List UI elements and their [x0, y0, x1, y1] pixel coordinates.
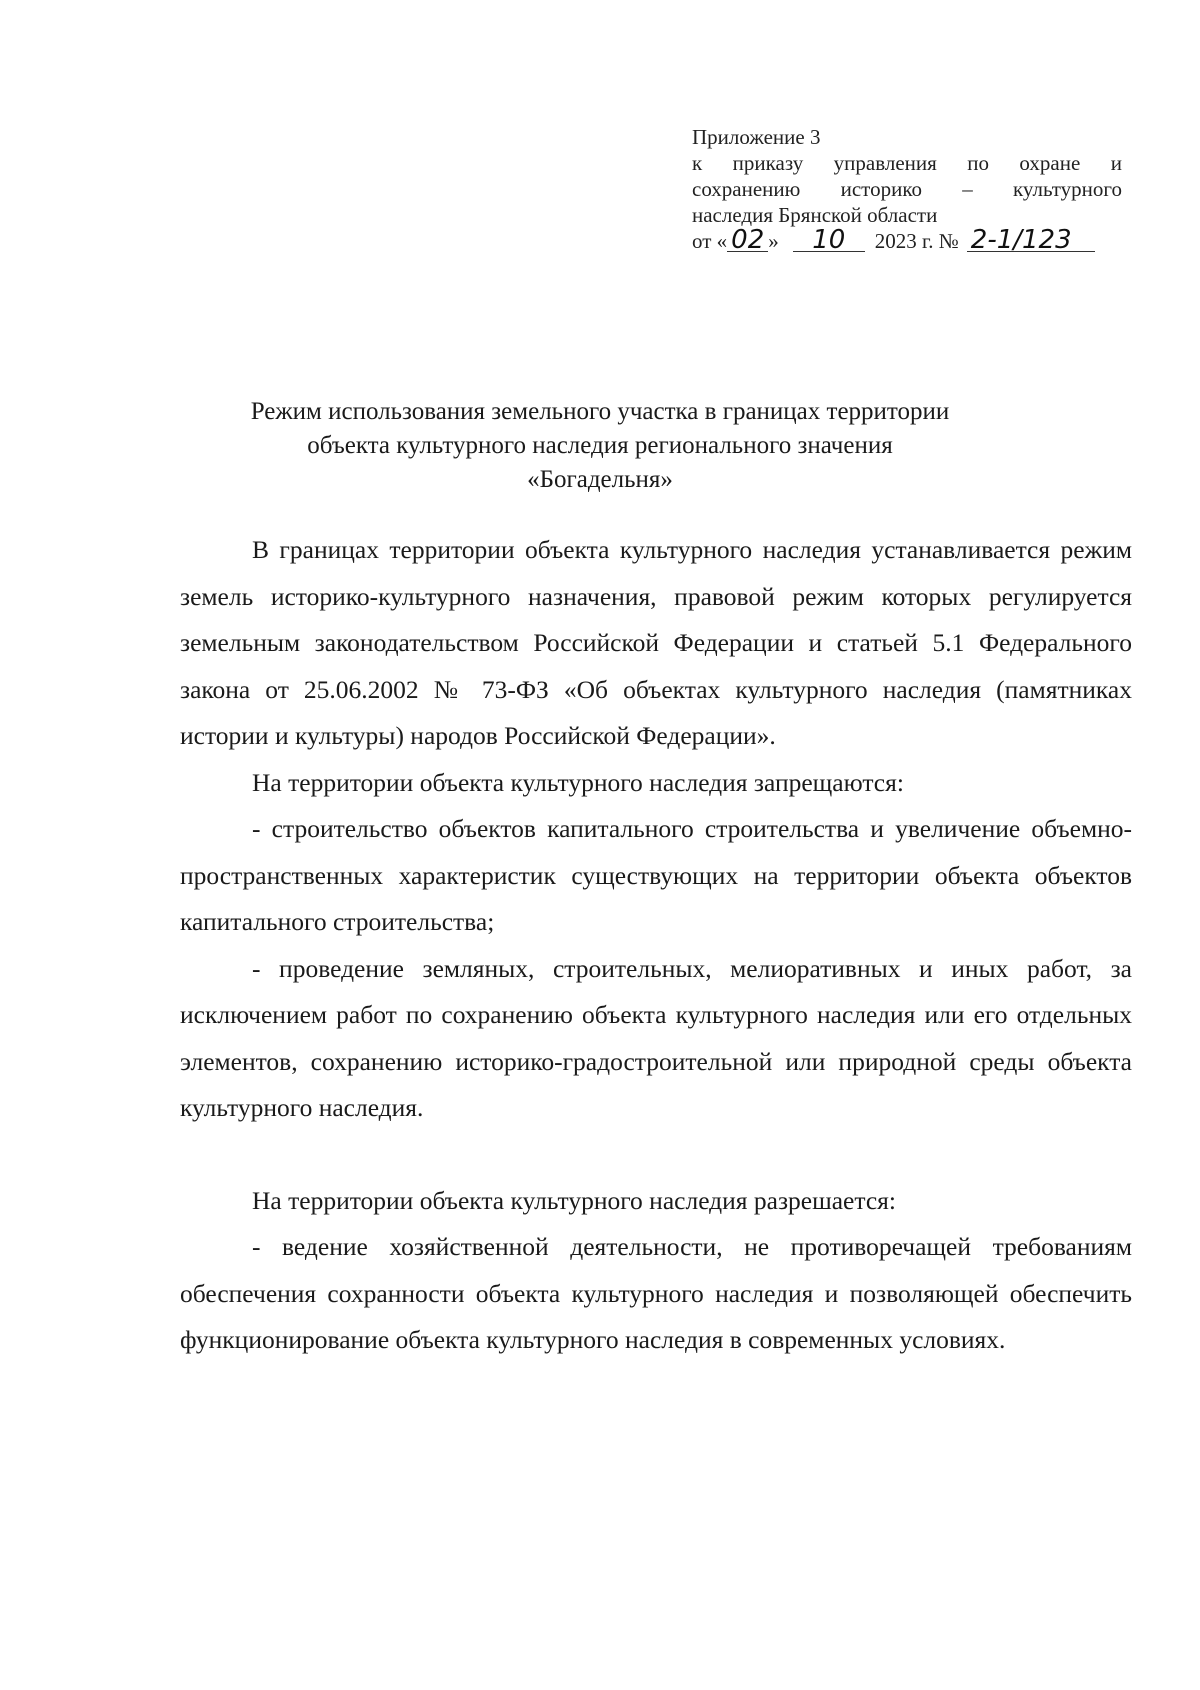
year-and-number-label: 2023 г. №: [874, 229, 959, 253]
order-date-line: [692, 225, 1122, 255]
paragraph-permitted-activity: - ведение хозяйственной деятельности, не противоречащей требованиям обеспечения сохранности объекта культурного наследия и позволяющей обеспечить функционирование объекта культурного наследия в современных условиях.: [180, 1232, 1132, 1354]
handwritten-month: 10: [793, 229, 865, 252]
paragraph-spacer: [180, 1132, 1132, 1178]
appendix-number: Приложение 3: [692, 125, 821, 149]
paragraph-permitted-heading: На территории объекта культурного наследия разрешается:: [252, 1185, 896, 1215]
handwritten-day: 02: [727, 229, 768, 252]
paragraph-prohibited-construction: - строительство объектов капитального строительства и увеличение объемно-пространственных характеристик существующих на территории объекта объектов капитального строительства;: [180, 814, 1132, 936]
title-line-3: «Богадельня»: [527, 466, 673, 493]
date-prefix: от «: [692, 229, 728, 253]
document-title: [160, 395, 1040, 497]
appendix-order-ref: к приказу управления по охране и: [692, 151, 1122, 175]
appendix-header: [692, 124, 1122, 254]
paragraph-prohibited-works: - проведение земляных, строительных, мелиоративных и иных работ, за исключением работ по сохранению объекта культурного наследия или его отдельных элементов, сохранению историко-градостроительной или природной среды объекта культурного наследия.: [180, 953, 1132, 1122]
appendix-order-ref-cont: сохранению историко – культурного: [692, 177, 1122, 201]
paragraph-prohibited-heading: На территории объекта культурного наследия запрещаются:: [252, 767, 904, 797]
date-mid: »: [768, 229, 779, 253]
title-line-2: объекта культурного наследия регионального значения: [307, 432, 893, 459]
document-body: [180, 527, 1132, 1364]
handwritten-order-number: 2-1/123: [967, 229, 1095, 252]
appendix-authority: наследия Брянской области: [692, 203, 938, 227]
title-line-1: Режим использования земельного участка в границах территории: [250, 398, 950, 425]
paragraph-land-regime: В границах территории объекта культурного наследия устанавливается режим земель историко-культурного назначения, правовой режим которых регулируется земельным законодательством Российской Федерации и статьей 5.1 Федерального закона от 25.06.2002 № 73-ФЗ «Об объектах культурного наследия (памятниках истории и культуры) народов Российской Федерации».: [180, 535, 1132, 750]
